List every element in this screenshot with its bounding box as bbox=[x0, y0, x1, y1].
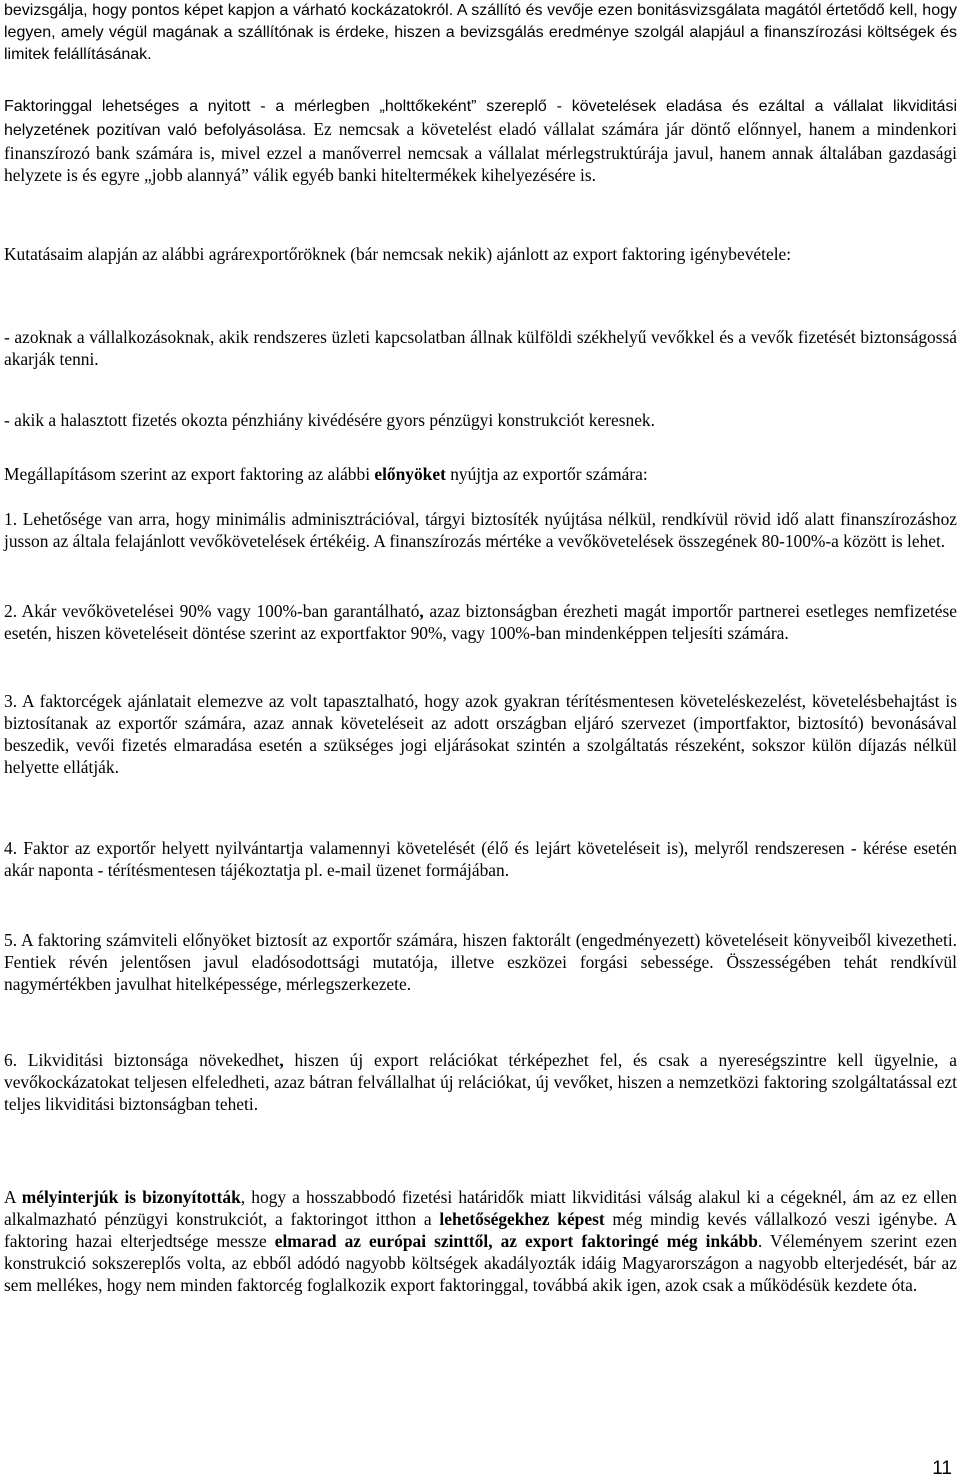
text-advantage-1: 1. Lehetősége van arra, hogy minimális adminisztrációval, tárgyi biztosíték nyújtása nélkül, rendkívül rövid idő alatt finanszírozáshoz jusson az általa felajánlott vevőkövetelések értékéig. A finanszírozás mértéke a vevőkövetelések összegének 80-100%-a között is lehet. bbox=[4, 509, 957, 551]
text-advantage-4: 4. Faktor az exportőr helyett nyilvántartja valamennyi követelését (élő és lejárt követeléseit is), melyről rendszeresen - kérése esetén akár naponta - térítésmentesen tájékoztatja pl. e-mail üzenet formájában. bbox=[4, 838, 957, 880]
text-interviews-bold-1: mélyinterjúk is bizonyították bbox=[21, 1187, 241, 1207]
text-advantage-3: 3. A faktorcégek ajánlatait elemezve az volt tapasztalható, hogy azok gyakran térítésmentesen követeléskezelést, követelésbehajtást is biztosítanak az exportőr számára, azaz annak követeléseit az adott országban eljáró szervezet (importfaktor, biztosító) bevonásával beszedik, vevői fizetés elmaradása esetén a szükséges jogi eljárásokat szintén a szolgáltatás részeként, sokszor külön díjazás nélkül helyette ellátják. bbox=[4, 691, 957, 777]
paragraph-advantage-4 bbox=[4, 837, 957, 881]
paragraph-advantage-2 bbox=[4, 600, 957, 644]
paragraph-advantage-1 bbox=[4, 508, 957, 552]
text-interviews-e: még mindig kevés vállalkozó veszi igénybe. A faktoring hazai elterjedtsége messze bbox=[4, 1209, 957, 1251]
text-advantage-5: 5. A faktoring számviteli előnyöket biztosít az exportőr számára, hiszen faktorált (engedményezett) követeléseit könyveiből kivezetheti. Fentiek révén jelentősen javul eladósodottsági mutatója, illetve eszközei forgási sebessége. Összességében tehát rendkívül nagymértékben javulhat hitelképessége, mérlegszerkezete. bbox=[4, 930, 957, 994]
text-advantage-2-a: 2. Akár vevőkövetelései 90% vagy 100%-ban garantálható bbox=[4, 601, 420, 621]
paragraph-bullet-deferred-payment bbox=[4, 409, 957, 431]
page-number: 11 bbox=[932, 1458, 952, 1479]
text-advantage-6-comma: , bbox=[279, 1050, 284, 1070]
paragraph-credit-check bbox=[4, 0, 957, 66]
paragraph-factoring-liquidity bbox=[4, 94, 957, 186]
text-bullet-regular-partners: - azoknak a vállalkozásoknak, akik rendszeres üzleti kapcsolatban állnak külföldi székhelyű vevőkkel és a vevők fizetését biztonságossá akarják tenni. bbox=[4, 327, 957, 369]
text-advantage-6-b: hiszen új export relációkat térképezhet fel, és csak a nyereségszintre kell ügyelnie, a vevőkockázatokat teljesen elfeledheti, azaz bátran felvállalhat új relációkat, új vevőket, hiszen a nemzetközi faktoring szolgáltatással ezt teljes likviditási biztonságban teheti. bbox=[4, 1050, 958, 1114]
text-factoring-liquidity-body: Ez nemcsak a követelést eladó vállalat számára jár döntő előnnyel, hanem a mindenkori finanszírozó bank számára is, mivel ezzel a manőverrel nemcsak a vállalat mérlegstruktúrája javul, hanem annak általában gazdasági helyzete is és egyre „jobb alannyá” válik egyéb banki hiteltermékek kihelyezésére is. bbox=[4, 119, 958, 185]
text-interviews-c: , hogy a hosszabbodó fizetési határidők miatt likviditási válság alakul ki a cégeknél, ám az ez ellen alkalmazható pénzügyi konstrukciót, a faktoringot itthon a bbox=[4, 1187, 957, 1229]
paragraph-advantages-intro bbox=[4, 463, 957, 485]
text-advantage-2-b: azaz biztonságban érezheti magát importőr partnerei esetleges nemfizetése esetén, hiszen követeléseit döntése szerint az exportfaktor 90%, vagy 100%-ban mindenképpen teljesíti számára. bbox=[4, 601, 957, 643]
text-factoring-liquidity-intro: Faktoringgal lehetséges a nyitott - a mérlegben „holttőkeként” szereplő - követelések eladása és ezáltal a vállalat likviditási helyzetének pozitívan való befolyásolása. bbox=[4, 98, 957, 139]
paragraph-advantage-6 bbox=[4, 1049, 957, 1115]
text-interviews-g: . Véleményem szerint ezen konstrukció sokszereplős volta, az ebből adódó nagyobb költségek akadályozták idáig Magyarországon a nagyobb elterjedését, bár az sem mellékes, hogy nem minden faktorcég foglalkozik export faktoringgal, továbbá akik igen, azok csak a működésük kezdete óta. bbox=[4, 1231, 957, 1295]
paragraph-advantage-3 bbox=[4, 690, 957, 778]
text-interviews-bold-3: elmarad az európai szinttől, az export faktoringé még inkább bbox=[274, 1231, 758, 1251]
paragraph-advantage-5 bbox=[4, 929, 957, 995]
text-bullet-deferred-payment: - akik a halasztott fizetés okozta pénzhiány kivédésére gyors pénzügyi konstrukciót keresnek. bbox=[4, 410, 655, 430]
paragraph-research-recommendation bbox=[4, 243, 957, 265]
text-advantage-6-a: 6. Likviditási biztonsága növekedhet bbox=[4, 1050, 280, 1070]
text-advantages-bold: előnyöket bbox=[374, 464, 446, 484]
text-research-recommendation: Kutatásaim alapján az alábbi agrárexportőröknek (bár nemcsak nekik) ajánlott az export faktoring igénybevétele: bbox=[4, 244, 792, 264]
text-interviews-a: A bbox=[4, 1187, 22, 1207]
text-interviews-bold-2: lehetőségekhez képest bbox=[439, 1209, 605, 1229]
paragraph-interviews bbox=[4, 1186, 957, 1296]
text-advantages-intro: Megállapításom szerint az export faktoring az alábbi bbox=[4, 464, 375, 484]
text-advantage-2-comma: , bbox=[419, 601, 424, 621]
text-credit-check: bevizsgálja, hogy pontos képet kapjon a várható kockázatokról. A szállító és vevője ezen bonitásvizsgálata magától értetődő kell, hogy legyen, amely végül magának a szállítónak is érdeke, hiszen a bevizsgálás eredménye szolgál alapjául a finanszírozási költségek és limitek felállításának. bbox=[4, 2, 957, 63]
paragraph-bullet-regular-partners bbox=[4, 326, 957, 370]
text-advantages-outro: nyújtja az exportőr számára: bbox=[445, 464, 648, 484]
